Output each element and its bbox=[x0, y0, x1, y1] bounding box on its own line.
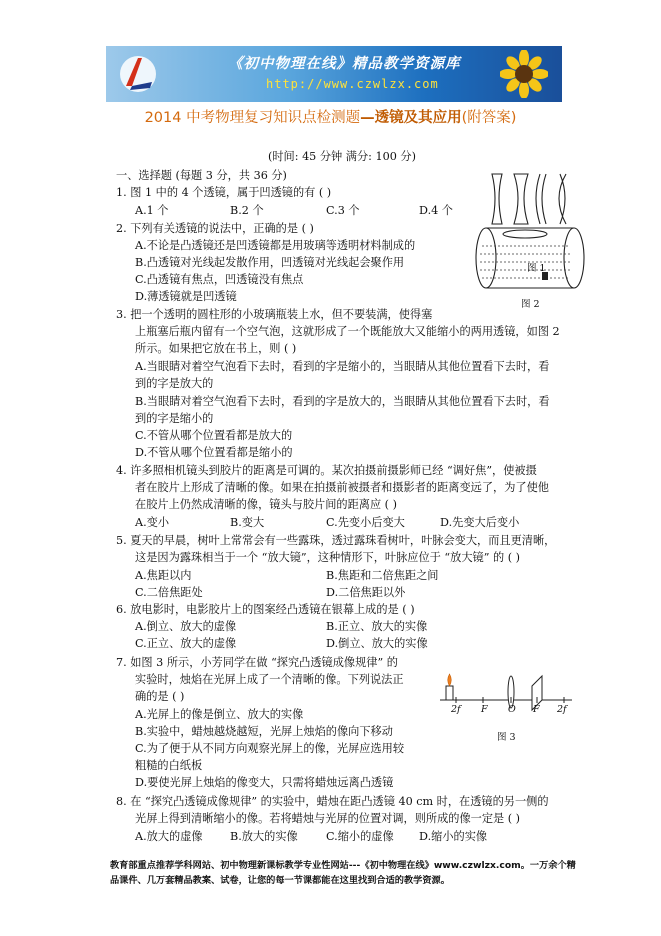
figure-2-caption: 图 2 bbox=[521, 299, 540, 310]
exam-meta: (时间: 45 分钟 满分: 100 分) bbox=[268, 150, 416, 163]
q8-option-b: B.放大的实像 bbox=[230, 830, 298, 843]
q6-option-d: D.倒立、放大的实像 bbox=[326, 637, 428, 650]
fig3-axis-f-left: F bbox=[481, 704, 488, 715]
title-part-3: (附答案) bbox=[461, 110, 517, 126]
q8-option-d: D.缩小的实像 bbox=[419, 830, 488, 843]
lens-2-shape bbox=[514, 174, 528, 224]
q2-option-b: B.凸透镜对光线起发散作用，凹透镜对光线起会聚作用 bbox=[135, 256, 405, 269]
q3-stem-2: 上瓶塞后瓶内留有一个空气泡，这就形成了一个既能放大又能缩小的两用透镜，如图 2 bbox=[135, 325, 560, 338]
fig3-axis-2f-left: 2f bbox=[451, 704, 461, 715]
q7-option-b: B.实验中，蜡烛越烧越短，光屏上烛焰的像向下移动 bbox=[135, 725, 393, 738]
q2-option-d: D.薄透镜就是凹透镜 bbox=[135, 290, 237, 303]
q6-option-b: B.正立、放大的实像 bbox=[326, 620, 428, 633]
fig3-axis-f-right: F bbox=[533, 704, 540, 715]
q2-option-a: A.不论是凸透镜还是凹透镜都是用玻璃等透明材料制成的 bbox=[135, 239, 416, 252]
q8-option-a: A.放大的虚像 bbox=[135, 830, 203, 843]
q8-stem-1: 8. 在 “探究凸透镜成像规律” 的实验中，蜡烛在距凸透镜 40 cm 时，在透镜的另一侧的 bbox=[116, 795, 549, 808]
site-banner bbox=[106, 46, 562, 102]
site-logo-icon bbox=[116, 52, 162, 96]
q3-stem-3: 所示。如果把它放在书上，则 ( ) bbox=[135, 342, 297, 355]
fig3-axis-o: O bbox=[508, 704, 516, 715]
q3-option-b-2: 到的字是缩小的 bbox=[135, 412, 214, 425]
q8-option-c: C.缩小的虚像 bbox=[326, 830, 394, 843]
q3-option-a-1: A.当眼睛对着空气泡看下去时，看到的字是缩小的，当眼睛从其他位置看下去时，看 bbox=[135, 360, 550, 373]
lens-4-shape bbox=[559, 174, 566, 224]
q7-option-a: A.光屏上的像是倒立、放大的实像 bbox=[135, 708, 304, 721]
q7-stem-1: 7. 如图 3 所示，小芳同学在做 “探究凸透镜成像规律” 的 bbox=[116, 656, 398, 669]
page-footer: 教育部重点推荐学科网站、初中物理新课标教学专业性网站---《初中物理在线》www.czwlzx.com。一万余个精品课件、几万套精品教案、试卷，让您的每一节课都能在这里找到合适的教学资源。 bbox=[110, 860, 576, 886]
q6-stem: 6. 放电影时，电影胶片上的图案经凸透镜在银幕上成的是 ( ) bbox=[116, 603, 415, 616]
q4-option-c: C.先变小后变大 bbox=[326, 516, 405, 529]
q1-option-b: B.2 个 bbox=[230, 204, 264, 217]
q6-option-c: C.正立、放大的虚像 bbox=[135, 637, 237, 650]
q3-stem-1: 3. 把一个透明的圆柱形的小玻璃瓶装上水，但不要装满，使得塞 bbox=[116, 308, 433, 321]
lens-figure bbox=[470, 168, 590, 308]
fig3-axis-2f-right: 2f bbox=[557, 704, 567, 715]
title-part-1: 2014 中考物理复习知识点检测题 bbox=[144, 110, 361, 126]
q4-option-d: D.先变大后变小 bbox=[440, 516, 520, 529]
q6-option-a: A.倒立、放大的虚像 bbox=[135, 620, 237, 633]
q4-option-a: A.变小 bbox=[135, 516, 170, 529]
figure-1-caption: 图 1 bbox=[527, 263, 546, 274]
document-title bbox=[120, 106, 541, 127]
q7-option-d: D.要使光屏上烛焰的像变大，只需将蜡烛远离凸透镜 bbox=[135, 776, 394, 789]
q3-option-a-2: 到的字是放大的 bbox=[135, 377, 214, 390]
sunflower-icon bbox=[500, 50, 548, 98]
q1-option-d: D.4 个 bbox=[419, 204, 453, 217]
q3-option-c: C.不管从哪个位置看都是放大的 bbox=[135, 429, 293, 442]
lens-1-shape bbox=[492, 174, 502, 224]
q7-stem-3: 确的是 ( ) bbox=[135, 690, 185, 703]
q3-option-d: D.不管从哪个位置看都是缩小的 bbox=[135, 446, 293, 459]
q3-option-b-1: B.当眼睛对着空气泡看下去时，看到的字是放大的，当眼睛从其他位置看下去时，看 bbox=[135, 395, 550, 408]
q1-option-a: A.1 个 bbox=[135, 204, 169, 217]
q1-stem: 1. 图 1 中的 4 个透镜，属于凹透镜的有 ( ) bbox=[116, 186, 332, 199]
q4-stem-2: 者在胶片上形成了清晰的像。如果在拍摄前被摄者和摄影者的距离变远了，为了使他 bbox=[135, 481, 549, 494]
q7-option-c-2: 粗糙的白纸板 bbox=[135, 759, 203, 772]
q2-stem: 2. 下列有关透镜的说法中，正确的是 ( ) bbox=[116, 222, 314, 235]
q4-option-b: B.变大 bbox=[230, 516, 265, 529]
q1-option-c: C.3 个 bbox=[326, 204, 360, 217]
q5-option-b: B.焦距和二倍焦距之间 bbox=[326, 569, 439, 582]
title-part-2: —透镜及其应用 bbox=[360, 110, 462, 126]
figure-3-caption: 图 3 bbox=[497, 732, 516, 743]
q5-option-d: D.二倍焦距以外 bbox=[326, 586, 406, 599]
q4-stem-3: 在胶片上仍然成清晰的像，镜头与胶片间的距离应 ( ) bbox=[135, 498, 397, 511]
q5-stem-1: 5. 夏天的早晨，树叶上常常会有一些露珠，透过露珠看树叶，叶脉会变大，而且更清晰， bbox=[116, 534, 556, 547]
q5-option-a: A.焦距以内 bbox=[135, 569, 192, 582]
q5-option-c: C.二倍焦距处 bbox=[135, 586, 203, 599]
q5-stem-2: 这是因为露珠相当于一个 “放大镜”，这种情形下，叶脉应位于 “放大镜” 的 ( ) bbox=[135, 551, 521, 564]
banner-site-title: 《初中物理在线》精品教学资源库 bbox=[228, 56, 461, 72]
banner-url[interactable]: http://www.czwlzx.com bbox=[266, 77, 439, 91]
q7-stem-2: 实验时，烛焰在光屏上成了一个清晰的像。下列说法正 bbox=[135, 673, 404, 686]
q2-option-c: C.凸透镜有焦点，凹透镜没有焦点 bbox=[135, 273, 304, 286]
section-heading: 一、选择题 (每题 3 分，共 36 分) bbox=[116, 169, 287, 182]
q4-stem-1: 4. 许多照相机镜头到胶片的距离是可调的。某次拍摄前摄影师已经 “调好焦”，使被摄 bbox=[116, 464, 537, 477]
q8-stem-2: 光屏上得到清晰缩小的像。若将蜡烛与光屏的位置对调，则所成的像一定是 ( ) bbox=[135, 812, 521, 825]
q7-option-c-1: C.为了便于从不同方向观察光屏上的像，光屏应选用较 bbox=[135, 742, 405, 755]
lens-3-shape bbox=[536, 174, 546, 224]
